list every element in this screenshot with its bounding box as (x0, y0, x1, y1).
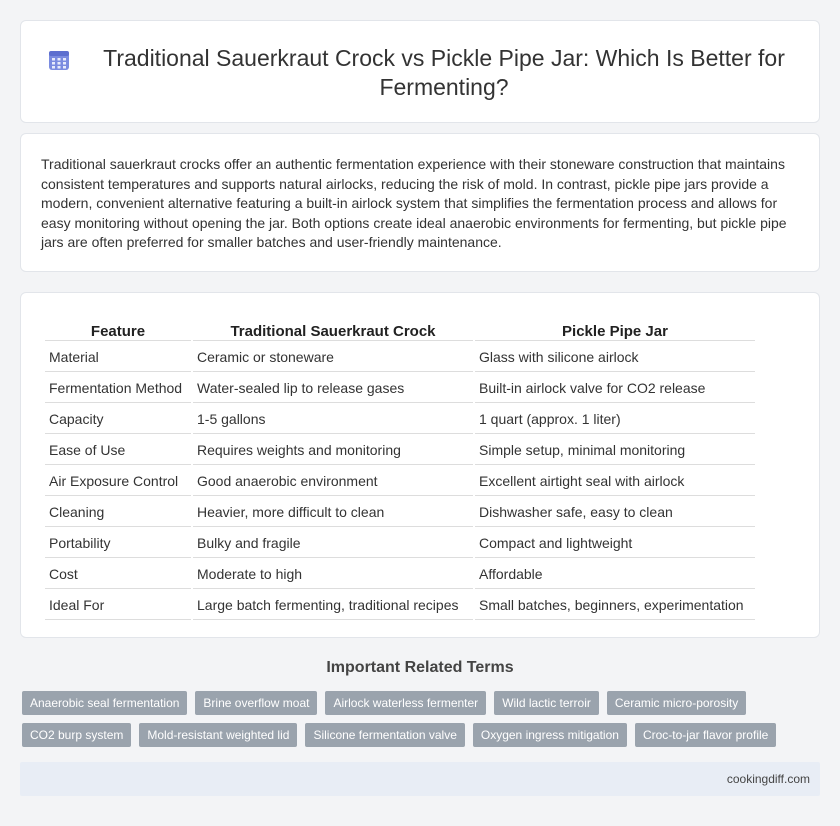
related-term-tag[interactable]: Brine overflow moat (195, 691, 317, 715)
page-title: Traditional Sauerkraut Crock vs Pickle Pipe Jar: Which Is Better for Fermenting? (103, 45, 785, 100)
related-term-tag[interactable]: Ceramic micro-porosity (607, 691, 746, 715)
row-crock-value: 1-5 gallons (193, 405, 473, 434)
table-row (45, 529, 755, 558)
row-feature: Portability (45, 529, 191, 558)
row-feature: Cleaning (45, 498, 191, 527)
row-feature: Ideal For (45, 591, 191, 620)
row-jar-value: Glass with silicone airlock (475, 343, 755, 372)
title-card (20, 20, 820, 123)
row-jar-value: 1 quart (approx. 1 liter) (475, 405, 755, 434)
related-term-tag[interactable]: Wild lactic terroir (494, 691, 599, 715)
table-row (45, 343, 755, 372)
related-terms-heading: Important Related Terms (326, 659, 514, 676)
row-crock-value: Water-sealed lip to release gases (193, 374, 473, 403)
intro-card (20, 133, 820, 272)
header-crock: Traditional Sauerkraut Crock (193, 317, 473, 341)
related-term-tag[interactable]: Mold-resistant weighted lid (139, 723, 297, 747)
table-row (45, 560, 755, 589)
header-feature: Feature (45, 317, 191, 341)
row-crock-value: Large batch fermenting, traditional recipes (193, 591, 473, 620)
row-crock-value: Bulky and fragile (193, 529, 473, 558)
row-crock-value: Heavier, more difficult to clean (193, 498, 473, 527)
row-jar-value: Small batches, beginners, experimentation (475, 591, 755, 620)
related-term-tag[interactable]: Croc-to-jar flavor profile (635, 723, 776, 747)
row-feature: Fermentation Method (45, 374, 191, 403)
row-crock-value: Ceramic or stoneware (193, 343, 473, 372)
row-feature: Capacity (45, 405, 191, 434)
row-jar-value: Excellent airtight seal with airlock (475, 467, 755, 496)
table-row (45, 498, 755, 527)
row-feature: Ease of Use (45, 436, 191, 465)
table-row (45, 591, 755, 620)
row-crock-value: Moderate to high (193, 560, 473, 589)
row-feature: Cost (45, 560, 191, 589)
table-header-row (45, 317, 755, 341)
row-feature: Material (45, 343, 191, 372)
row-jar-value: Affordable (475, 560, 755, 589)
row-jar-value: Dishwasher safe, easy to clean (475, 498, 755, 527)
related-term-tag[interactable]: Silicone fermentation valve (305, 723, 464, 747)
row-feature: Air Exposure Control (45, 467, 191, 496)
related-term-tag[interactable]: Anaerobic seal fermentation (22, 691, 187, 715)
table-row (45, 436, 755, 465)
related-terms-tags (22, 691, 822, 755)
tag-row (22, 691, 822, 715)
related-term-tag[interactable]: Airlock waterless fermenter (325, 691, 486, 715)
row-jar-value: Simple setup, minimal monitoring (475, 436, 755, 465)
row-jar-value: Built-in airlock valve for CO2 release (475, 374, 755, 403)
intro-paragraph: Traditional sauerkraut crocks offer an authentic fermentation experience with their stoneware construction that maintains consistent temperatures and supports natural airlocks, reducing the risk of mold. In contrast, pickle pipe jars provide a modern, convenient alternative featuring a built-in airlock system that simplifies the fermentation process and allows for easy monitoring without opening the jar. Both options create ideal anaerobic environments for fermenting, but pickle pipe jars are often preferred for smaller batches and user-friendly maintenance. (41, 156, 787, 251)
row-crock-value: Requires weights and monitoring (193, 436, 473, 465)
comparison-card (20, 292, 820, 638)
table-row (45, 374, 755, 403)
footer (20, 762, 820, 796)
related-term-tag[interactable]: Oxygen ingress mitigation (473, 723, 627, 747)
header-jar: Pickle Pipe Jar (475, 317, 755, 341)
comparison-table (43, 315, 757, 622)
related-term-tag[interactable]: CO2 burp system (22, 723, 131, 747)
footer-site-link[interactable]: cookingdiff.com (726, 772, 810, 786)
row-jar-value: Compact and lightweight (475, 529, 755, 558)
table-row (45, 405, 755, 434)
table-row (45, 467, 755, 496)
row-crock-value: Good anaerobic environment (193, 467, 473, 496)
tag-row (22, 723, 822, 747)
